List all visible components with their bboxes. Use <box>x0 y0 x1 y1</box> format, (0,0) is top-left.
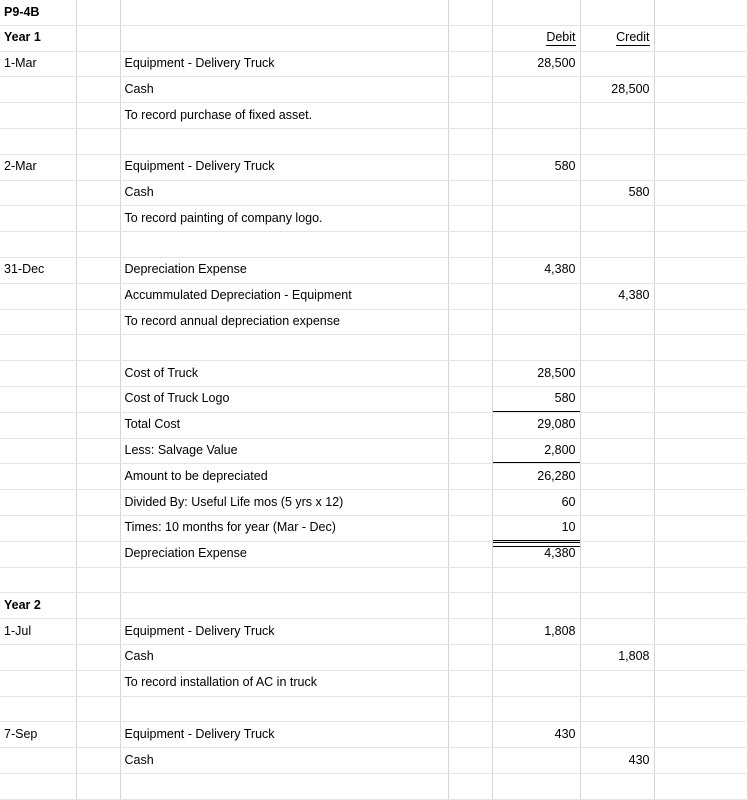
table-row <box>0 490 747 516</box>
cell-debit[interactable] <box>492 283 580 309</box>
table-row <box>0 361 747 387</box>
cell-spacer[interactable] <box>76 412 120 438</box>
cell-debit[interactable]: 29,080 <box>492 412 580 438</box>
cell-blank[interactable] <box>448 490 492 516</box>
cell-date[interactable]: Year 2 <box>0 593 76 619</box>
cell-credit[interactable] <box>580 438 654 464</box>
cell-credit[interactable] <box>580 670 654 696</box>
table-row <box>0 464 747 490</box>
cell-blank[interactable] <box>448 464 492 490</box>
table-row <box>0 619 747 645</box>
table-row <box>0 748 747 774</box>
cell-spacer[interactable] <box>76 257 120 283</box>
cell-trailing[interactable] <box>654 103 747 129</box>
cell-blank[interactable] <box>448 696 492 722</box>
cell-credit[interactable] <box>580 722 654 748</box>
cell-date[interactable]: 1-Mar <box>0 51 76 77</box>
cell-description[interactable] <box>120 232 448 258</box>
cell-description[interactable]: Total Cost <box>120 412 448 438</box>
cell-trailing[interactable] <box>654 154 747 180</box>
cell-credit[interactable] <box>580 412 654 438</box>
cell-description[interactable]: To record painting of company logo. <box>120 206 448 232</box>
cell-trailing[interactable] <box>654 206 747 232</box>
cell-blank[interactable] <box>448 361 492 387</box>
cell-credit[interactable] <box>580 464 654 490</box>
table-row <box>0 773 747 799</box>
cell-description[interactable]: Times: 10 months for year (Mar - Dec) <box>120 515 448 541</box>
cell-trailing[interactable] <box>654 412 747 438</box>
cell-blank[interactable] <box>448 128 492 154</box>
table-row <box>0 283 747 309</box>
cell-date[interactable] <box>0 206 76 232</box>
cell-trailing[interactable] <box>654 257 747 283</box>
cell-description[interactable]: Divided By: Useful Life mos (5 yrs x 12) <box>120 490 448 516</box>
cell-description[interactable] <box>120 567 448 593</box>
cell-description[interactable] <box>120 128 448 154</box>
cell-blank[interactable] <box>448 670 492 696</box>
cell-trailing[interactable] <box>654 644 747 670</box>
cell-debit[interactable]: 2,800 <box>492 438 580 464</box>
cell-date[interactable] <box>0 670 76 696</box>
table-row <box>0 593 747 619</box>
cell-debit[interactable] <box>492 309 580 335</box>
cell-credit[interactable]: 580 <box>580 180 654 206</box>
cell-spacer[interactable] <box>76 619 120 645</box>
cell-trailing[interactable] <box>654 619 747 645</box>
cell-description[interactable]: To record annual depreciation expense <box>120 309 448 335</box>
cell-date[interactable] <box>0 464 76 490</box>
column-header-credit[interactable] <box>580 593 654 619</box>
cell-blank[interactable] <box>448 748 492 774</box>
cell-blank[interactable] <box>448 644 492 670</box>
cell-description[interactable] <box>120 593 448 619</box>
cell-credit[interactable] <box>580 206 654 232</box>
cell-credit[interactable] <box>580 309 654 335</box>
cell-credit[interactable] <box>580 696 654 722</box>
cell-spacer[interactable] <box>76 0 120 25</box>
cell-debit[interactable] <box>492 696 580 722</box>
cell-debit[interactable]: 430 <box>492 722 580 748</box>
table-row <box>0 567 747 593</box>
cell-date[interactable] <box>0 438 76 464</box>
cell-description[interactable]: Equipment - Delivery Truck <box>120 51 448 77</box>
cell-credit[interactable] <box>580 361 654 387</box>
cell-date[interactable] <box>0 232 76 258</box>
table-row <box>0 77 747 103</box>
cell-trailing[interactable] <box>654 283 747 309</box>
cell-spacer[interactable] <box>76 309 120 335</box>
cell-credit[interactable] <box>580 232 654 258</box>
cell-trailing[interactable] <box>654 51 747 77</box>
cell-debit[interactable] <box>492 567 580 593</box>
cell-spacer[interactable] <box>76 180 120 206</box>
cell-debit[interactable] <box>492 773 580 799</box>
cell-date[interactable] <box>0 644 76 670</box>
cell-spacer[interactable] <box>76 103 120 129</box>
cell-debit[interactable] <box>492 670 580 696</box>
cell-spacer[interactable] <box>76 593 120 619</box>
cell-spacer[interactable] <box>76 128 120 154</box>
cell-trailing[interactable] <box>654 593 747 619</box>
cell-blank[interactable] <box>448 103 492 129</box>
cell-debit[interactable] <box>492 644 580 670</box>
cell-debit[interactable]: 4,380 <box>492 257 580 283</box>
cell-trailing[interactable] <box>654 773 747 799</box>
cell-credit[interactable] <box>580 515 654 541</box>
cell-debit[interactable] <box>492 180 580 206</box>
cell-credit[interactable] <box>580 773 654 799</box>
cell-spacer[interactable] <box>76 283 120 309</box>
debit-header-label: Debit <box>546 29 576 44</box>
cell-date[interactable] <box>0 180 76 206</box>
table-row <box>0 180 747 206</box>
cell-blank[interactable] <box>448 180 492 206</box>
cell-debit[interactable]: 1,808 <box>492 619 580 645</box>
cell-spacer[interactable] <box>76 541 120 567</box>
cell-trailing[interactable] <box>654 748 747 774</box>
cell-trailing[interactable] <box>654 0 747 25</box>
cell-spacer[interactable] <box>76 644 120 670</box>
cell-credit[interactable] <box>580 541 654 567</box>
cell-spacer[interactable] <box>76 335 120 361</box>
cell-spacer[interactable] <box>76 670 120 696</box>
cell-description[interactable] <box>120 335 448 361</box>
cell-credit[interactable] <box>580 0 654 25</box>
cell-credit[interactable] <box>580 103 654 129</box>
cell-trailing[interactable] <box>654 696 747 722</box>
cell-description[interactable]: Cash <box>120 748 448 774</box>
cell-debit[interactable] <box>492 748 580 774</box>
cell-description[interactable]: Less: Salvage Value <box>120 438 448 464</box>
cell-blank[interactable] <box>448 412 492 438</box>
cell-spacer[interactable] <box>76 232 120 258</box>
cell-blank[interactable] <box>448 309 492 335</box>
cell-date[interactable]: 1-Jul <box>0 619 76 645</box>
cell-description[interactable]: Cash <box>120 77 448 103</box>
cell-trailing[interactable] <box>654 335 747 361</box>
cell-description[interactable]: Depreciation Expense <box>120 257 448 283</box>
cell-spacer[interactable] <box>76 438 120 464</box>
table-row <box>0 412 747 438</box>
cell-spacer[interactable] <box>76 361 120 387</box>
cell-trailing[interactable] <box>654 25 747 51</box>
cell-debit[interactable] <box>492 0 580 25</box>
cell-debit[interactable] <box>492 335 580 361</box>
cell-date[interactable] <box>0 309 76 335</box>
cell-debit[interactable]: 28,500 <box>492 361 580 387</box>
cell-date[interactable] <box>0 748 76 774</box>
cell-blank[interactable] <box>448 593 492 619</box>
cell-date[interactable] <box>0 361 76 387</box>
cell-spacer[interactable] <box>76 567 120 593</box>
cell-trailing[interactable] <box>654 490 747 516</box>
cell-debit[interactable] <box>492 77 580 103</box>
column-header-debit[interactable] <box>492 593 580 619</box>
table-row <box>0 386 747 412</box>
cell-trailing[interactable] <box>654 232 747 258</box>
cell-description[interactable]: Cost of Truck <box>120 361 448 387</box>
cell-blank[interactable] <box>448 567 492 593</box>
cell-debit[interactable]: 580 <box>492 154 580 180</box>
table-row <box>0 232 747 258</box>
cell-debit[interactable] <box>492 128 580 154</box>
cell-description[interactable]: Cash <box>120 180 448 206</box>
cell-description[interactable]: Amount to be depreciated <box>120 464 448 490</box>
table-row <box>0 670 747 696</box>
cell-credit[interactable] <box>580 128 654 154</box>
cell-debit[interactable]: 4,380 <box>492 541 580 567</box>
cell-date[interactable] <box>0 103 76 129</box>
table-row <box>0 644 747 670</box>
cell-blank[interactable] <box>448 722 492 748</box>
cell-spacer[interactable] <box>76 77 120 103</box>
cell-blank[interactable] <box>448 335 492 361</box>
cell-spacer[interactable] <box>76 748 120 774</box>
table-row <box>0 438 747 464</box>
cell-date[interactable]: Year 1 <box>0 25 76 51</box>
cell-debit[interactable] <box>492 103 580 129</box>
cell-blank[interactable] <box>448 51 492 77</box>
cell-blank[interactable] <box>448 25 492 51</box>
cell-spacer[interactable] <box>76 386 120 412</box>
cell-credit[interactable] <box>580 257 654 283</box>
cell-description[interactable] <box>120 0 448 25</box>
cell-blank[interactable] <box>448 232 492 258</box>
table-row <box>0 25 747 51</box>
cell-credit[interactable]: 1,808 <box>580 644 654 670</box>
cell-date[interactable] <box>0 490 76 516</box>
cell-credit[interactable] <box>580 335 654 361</box>
table-row <box>0 128 747 154</box>
cell-credit[interactable]: 28,500 <box>580 77 654 103</box>
cell-blank[interactable] <box>448 206 492 232</box>
cell-description[interactable] <box>120 773 448 799</box>
cell-spacer[interactable] <box>76 206 120 232</box>
table-row <box>0 0 747 25</box>
cell-credit[interactable] <box>580 490 654 516</box>
cell-date[interactable] <box>0 283 76 309</box>
cell-spacer[interactable] <box>76 154 120 180</box>
cell-spacer[interactable] <box>76 51 120 77</box>
cell-date[interactable] <box>0 335 76 361</box>
cell-date[interactable] <box>0 567 76 593</box>
cell-blank[interactable] <box>448 77 492 103</box>
cell-credit[interactable]: 430 <box>580 748 654 774</box>
cell-credit[interactable] <box>580 386 654 412</box>
cell-description[interactable]: Cost of Truck Logo <box>120 386 448 412</box>
cell-blank[interactable] <box>448 541 492 567</box>
cell-date[interactable] <box>0 696 76 722</box>
cell-date[interactable] <box>0 128 76 154</box>
cell-date[interactable] <box>0 773 76 799</box>
cell-date[interactable]: 7-Sep <box>0 722 76 748</box>
table-row <box>0 257 747 283</box>
cell-blank[interactable] <box>448 0 492 25</box>
cell-spacer[interactable] <box>76 490 120 516</box>
cell-spacer[interactable] <box>76 773 120 799</box>
column-header-credit[interactable] <box>580 25 654 51</box>
table-row <box>0 722 747 748</box>
cell-trailing[interactable] <box>654 180 747 206</box>
cell-date[interactable] <box>0 541 76 567</box>
cell-trailing[interactable] <box>654 541 747 567</box>
table-row <box>0 103 747 129</box>
cell-blank[interactable] <box>448 154 492 180</box>
cell-description[interactable]: Equipment - Delivery Truck <box>120 722 448 748</box>
table-row <box>0 309 747 335</box>
column-header-debit[interactable] <box>492 25 580 51</box>
cell-blank[interactable] <box>448 257 492 283</box>
table-row <box>0 515 747 541</box>
cell-debit[interactable]: 28,500 <box>492 51 580 77</box>
cell-date[interactable] <box>0 412 76 438</box>
cell-credit[interactable]: 4,380 <box>580 283 654 309</box>
cell-blank[interactable] <box>448 773 492 799</box>
cell-blank[interactable] <box>448 438 492 464</box>
cell-blank[interactable] <box>448 515 492 541</box>
cell-blank[interactable] <box>448 283 492 309</box>
cell-date[interactable]: 2-Mar <box>0 154 76 180</box>
cell-description[interactable]: Equipment - Delivery Truck <box>120 154 448 180</box>
cell-trailing[interactable] <box>654 670 747 696</box>
cell-credit[interactable] <box>580 154 654 180</box>
cell-spacer[interactable] <box>76 722 120 748</box>
cell-credit[interactable] <box>580 51 654 77</box>
cell-description[interactable] <box>120 696 448 722</box>
cell-credit[interactable] <box>580 567 654 593</box>
table-row <box>0 206 747 232</box>
cell-description[interactable]: Accummulated Depreciation - Equipment <box>120 283 448 309</box>
table-row <box>0 335 747 361</box>
cell-trailing[interactable] <box>654 722 747 748</box>
cell-trailing[interactable] <box>654 77 747 103</box>
cell-trailing[interactable] <box>654 567 747 593</box>
cell-description[interactable]: Cash <box>120 644 448 670</box>
table-row <box>0 541 747 567</box>
cell-credit[interactable] <box>580 619 654 645</box>
cell-trailing[interactable] <box>654 309 747 335</box>
cell-spacer[interactable] <box>76 25 120 51</box>
cell-date[interactable] <box>0 386 76 412</box>
cell-debit[interactable]: 10 <box>492 515 580 541</box>
cell-debit[interactable]: 580 <box>492 386 580 412</box>
table-row <box>0 51 747 77</box>
cell-debit[interactable]: 26,280 <box>492 464 580 490</box>
cell-description[interactable] <box>120 25 448 51</box>
credit-header-label: Credit <box>616 29 650 44</box>
cell-blank[interactable] <box>448 386 492 412</box>
cell-trailing[interactable] <box>654 386 747 412</box>
table-row <box>0 154 747 180</box>
cell-trailing[interactable] <box>654 438 747 464</box>
cell-description[interactable]: To record installation of AC in truck <box>120 670 448 696</box>
cell-date[interactable] <box>0 515 76 541</box>
cell-debit[interactable] <box>492 232 580 258</box>
cell-description[interactable]: Equipment - Delivery Truck <box>120 619 448 645</box>
cell-description[interactable]: To record purchase of fixed asset. <box>120 103 448 129</box>
cell-date[interactable]: P9-4B <box>0 0 76 25</box>
cell-spacer[interactable] <box>76 515 120 541</box>
cell-blank[interactable] <box>448 619 492 645</box>
cell-spacer[interactable] <box>76 696 120 722</box>
cell-trailing[interactable] <box>654 128 747 154</box>
cell-description[interactable]: Depreciation Expense <box>120 541 448 567</box>
cell-debit[interactable]: 60 <box>492 490 580 516</box>
cell-trailing[interactable] <box>654 361 747 387</box>
cell-date[interactable]: 31-Dec <box>0 257 76 283</box>
table-row <box>0 696 747 722</box>
cell-trailing[interactable] <box>654 515 747 541</box>
cell-trailing[interactable] <box>654 464 747 490</box>
cell-date[interactable] <box>0 77 76 103</box>
cell-debit[interactable] <box>492 206 580 232</box>
cell-spacer[interactable] <box>76 464 120 490</box>
